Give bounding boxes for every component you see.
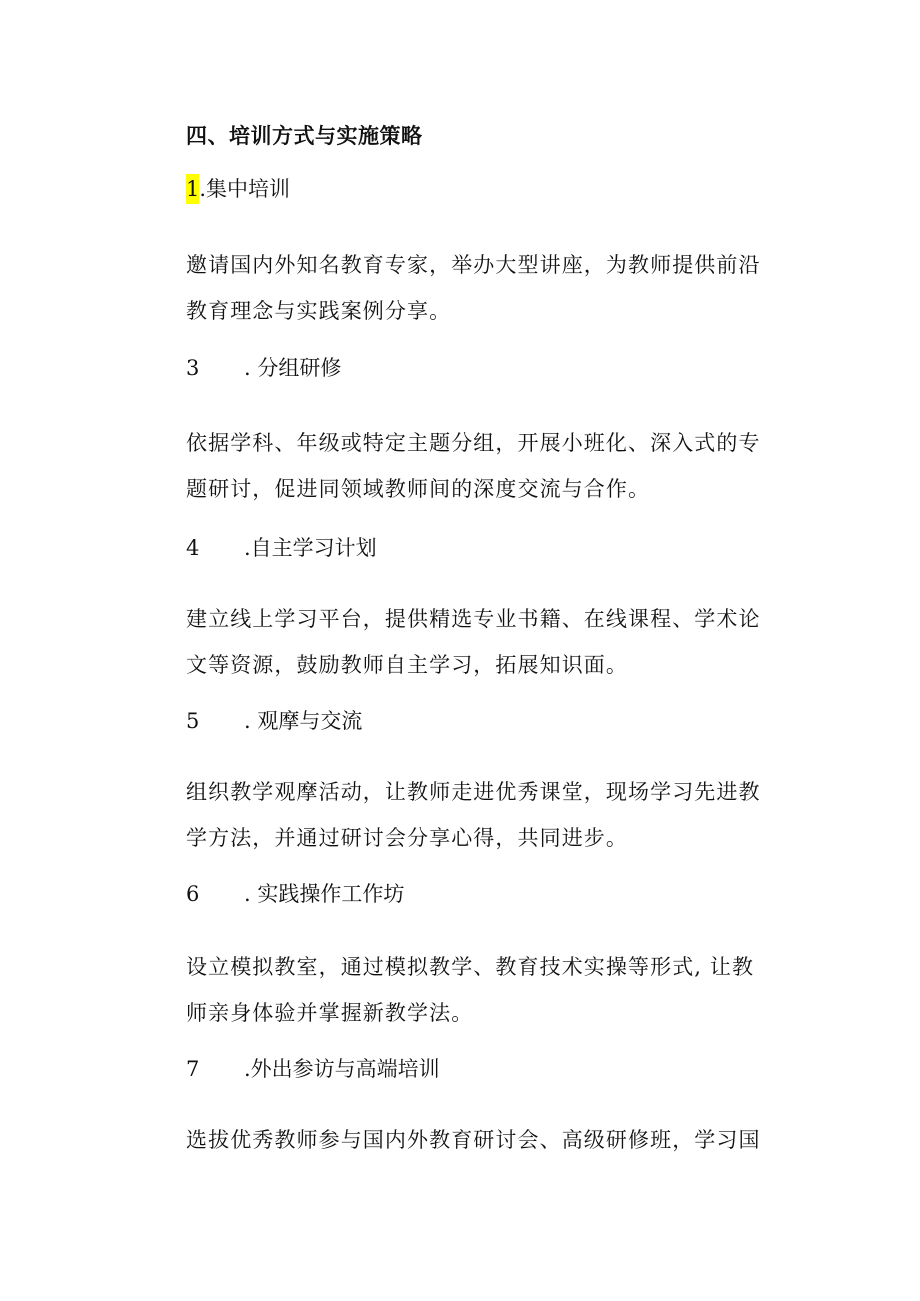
subheading-number: 3	[186, 356, 200, 380]
paragraph-3	[186, 420, 786, 512]
paragraph-4	[186, 596, 786, 688]
paragraph-line: 组织教学观摩活动，让教师走进优秀课堂，现场学习先进教	[186, 780, 761, 804]
subheading-label: .外出参访与高端培训	[244, 1057, 440, 1081]
subheading-1	[186, 174, 290, 204]
subheading-3	[186, 353, 341, 383]
paragraph-line: 教育理念与实践案例分享。	[186, 299, 452, 323]
paragraph-line: 选拔优秀教师参与国内外教育研讨会、高级研修班，学习国	[186, 1128, 761, 1152]
subheading-label: . 实践操作工作坊	[244, 882, 405, 906]
paragraph-6	[186, 944, 786, 1036]
subheading-label: . 分组研修	[244, 356, 342, 380]
subheading-4	[186, 533, 377, 563]
paragraph-7	[186, 1117, 786, 1163]
paragraph-line: 学方法，并通过研讨会分享心得，共同进步。	[186, 826, 628, 850]
paragraph-line: 文等资源，鼓励教师自主学习，拓展知识面。	[186, 653, 628, 677]
subheading-label: . 观摩与交流	[244, 709, 363, 733]
paragraph-line: 邀请国内外知名教育专家，举办大型讲座，为教师提供前沿	[186, 253, 761, 277]
subheading-number: 6	[186, 882, 200, 906]
subheading-label: .自主学习计划	[244, 536, 377, 560]
subheading-7	[186, 1054, 440, 1084]
subheading-number: 5	[186, 709, 200, 733]
paragraph-5	[186, 769, 786, 861]
subheading-label: .集中培训	[199, 177, 291, 201]
paragraph-line: 依据学科、年级或特定主题分组，开展小班化、深入式的专	[186, 431, 761, 455]
section-heading: 四、培训方式与实施策略	[186, 124, 423, 148]
paragraph-1	[186, 242, 786, 334]
subheading-5	[186, 706, 362, 736]
subheading-number: 4	[186, 536, 200, 560]
paragraph-line: 建立线上学习平台，提供精选专业书籍、在线课程、学术论	[186, 607, 761, 631]
subheading-number-highlighted: 1	[186, 174, 199, 204]
paragraph-line: 题研讨，促进同领域教师间的深度交流与合作。	[186, 477, 651, 501]
paragraph-line: 设立模拟教室，通过模拟教学、教育技术实操等形式, 让教	[186, 955, 755, 979]
paragraph-line: 师亲身体验并掌握新教学法。	[186, 1001, 474, 1025]
subheading-number: 7	[186, 1057, 200, 1081]
subheading-6	[186, 879, 404, 909]
